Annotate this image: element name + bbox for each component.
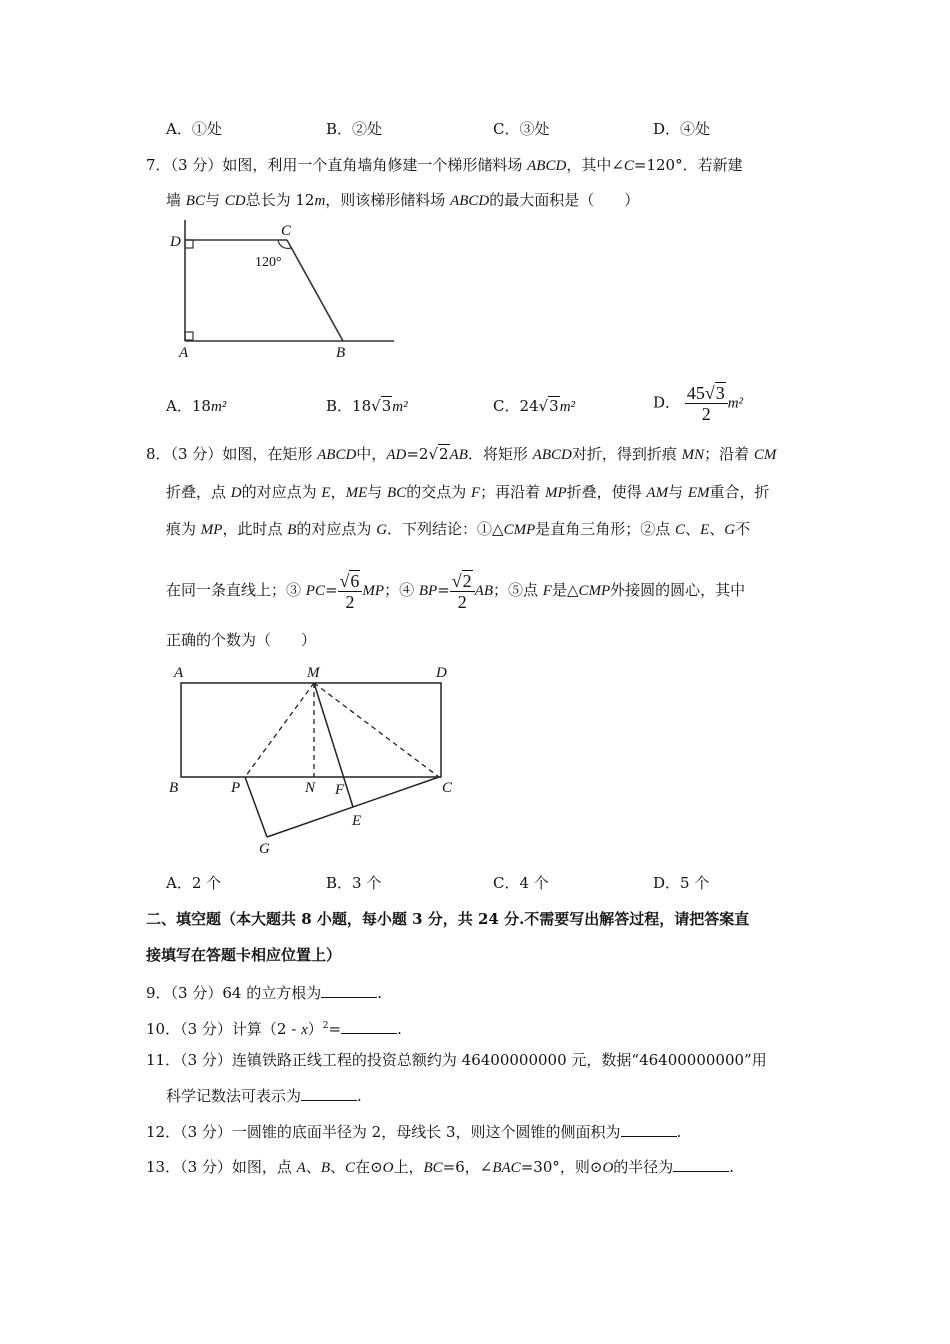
text: ；沿着 (704, 445, 754, 463)
text: 7．（3 分）如图，利用一个直角墙角修建一个梯形储料场 (146, 156, 528, 174)
text: =6，∠ (442, 1158, 493, 1176)
text: = (437, 581, 450, 599)
var: G (724, 522, 736, 538)
text: 对折，得到折痕 (571, 445, 682, 463)
text: 13．（3 分）如图，点 (146, 1158, 297, 1176)
q8-option-d: D．5 个 (653, 874, 710, 892)
var: ABCD (532, 447, 572, 463)
text: = (328, 1020, 342, 1038)
var: BP (418, 583, 438, 599)
var: O (602, 1160, 614, 1176)
text: 折叠，使得 (566, 483, 647, 501)
var: x (301, 1022, 308, 1038)
denominator: 2 (457, 591, 467, 612)
text: ．将矩形 (467, 445, 533, 463)
radicand: 2 (462, 570, 472, 591)
q8-stem-line1 (146, 444, 776, 465)
section2-heading-line2: 接填写在答题卡相应位置上） (146, 946, 342, 964)
text: . (729, 1158, 735, 1176)
var: E (321, 485, 331, 501)
radicand: 2 (439, 445, 449, 463)
text: B． (326, 397, 353, 415)
q8-stem-line3 (166, 519, 750, 540)
var: ABCD (317, 447, 357, 463)
text: 的最大面积是（ ） (489, 191, 640, 209)
text: =30°，则⊙ (520, 1158, 603, 1176)
denominator: 2 (701, 404, 711, 424)
label-n: N (305, 780, 316, 796)
text: 24 (519, 397, 539, 415)
unit: m² (392, 399, 408, 415)
q9 (146, 983, 382, 1003)
var: CMP (578, 583, 611, 599)
text: 科学记数法可表示为 (166, 1087, 302, 1105)
answer-blank[interactable] (321, 983, 377, 998)
text: 在⊙ (355, 1158, 383, 1176)
text: 的对应点为 (241, 483, 322, 501)
text: ， (330, 483, 346, 501)
var: F (471, 485, 481, 501)
var: C (623, 158, 634, 174)
var: AB (474, 583, 493, 599)
exponent: 2 (322, 1021, 329, 1031)
var: ME (345, 485, 368, 501)
text: . (377, 984, 382, 1002)
section2-heading-line1: 二、填空题（本大题共 8 小题，每小题 3 分，共 24 分.不需要写出解答过程，请把答案直 (146, 910, 750, 928)
var: F (542, 583, 552, 599)
text: 、 (305, 1158, 321, 1176)
var: B (320, 1160, 331, 1176)
text: ） (307, 1020, 323, 1038)
answer-blank[interactable] (341, 1019, 397, 1034)
text: ；④ (384, 581, 419, 599)
q8-stem-line2 (166, 482, 770, 503)
radicand: 3 (549, 397, 559, 415)
sqrt: √3 (371, 397, 392, 415)
var: MP (362, 583, 385, 599)
label-p: P (231, 780, 241, 796)
text: 中， (356, 445, 387, 463)
answer-blank[interactable] (673, 1157, 729, 1172)
unit: m² (727, 395, 744, 412)
fraction: $\frac{√6}{2}$ (338, 571, 363, 612)
label-d: D (436, 665, 447, 681)
label-b: B (336, 345, 346, 361)
var: MN (681, 447, 705, 463)
var: C (675, 522, 686, 538)
q7-option-c (493, 396, 575, 417)
radicand: 3 (381, 397, 392, 415)
var: BC (387, 485, 407, 501)
unit: m² (559, 399, 576, 415)
sqrt: √3 (538, 397, 559, 415)
text: 的半径为 (613, 1158, 674, 1176)
text: ，则该梯形储料场 (325, 191, 451, 209)
text: 18 (352, 397, 372, 415)
q7-option-a (166, 396, 226, 417)
text: 墙 (166, 191, 186, 209)
q8-rectangle-fold-figure (160, 660, 480, 865)
fraction: $\frac{√2}{2}$ (450, 571, 475, 612)
var: C (345, 1160, 356, 1176)
q8-option-a: A．2 个 (166, 874, 222, 892)
var: AM (646, 485, 669, 501)
text: 的对应点为 (296, 520, 377, 538)
text: =2 (406, 445, 429, 463)
text: 45 (686, 383, 705, 403)
q6-option-b: B．②处 (326, 120, 383, 138)
text: 总长为 12 (245, 191, 315, 209)
radicand: 6 (350, 570, 360, 591)
denominator: 2 (345, 591, 355, 612)
text: ；再沿着 (480, 483, 545, 501)
var: AD (386, 447, 407, 463)
text: 18 (191, 397, 211, 415)
q8-option-b: B．3 个 (326, 874, 382, 892)
q7-stem-line2 (166, 190, 639, 211)
var: O (382, 1160, 394, 1176)
text: . (357, 1087, 362, 1105)
q8-stem-line4 (166, 568, 745, 613)
numerator: 45√3 (685, 383, 728, 404)
sqrt: √2 (428, 445, 449, 463)
q6-option-d: D．④处 (653, 120, 711, 138)
text: 重合，折 (709, 483, 770, 501)
var: AB (449, 447, 468, 463)
text: . (676, 1123, 682, 1141)
text: 上， (393, 1158, 424, 1176)
q8-option-c: C．4 个 (493, 874, 549, 892)
label-e: E (352, 813, 362, 829)
var: D (230, 485, 242, 501)
var: ABCD (527, 158, 567, 174)
text: 与 (367, 483, 388, 501)
text: 的交点为 (406, 483, 471, 501)
text: 是直角三角形；②点 (535, 520, 676, 538)
var: BAC (492, 1160, 521, 1176)
label-b: B (169, 780, 179, 796)
unit: m² (210, 399, 227, 415)
label-d: D (170, 234, 181, 250)
q7-option-b (326, 396, 408, 417)
radicand: 3 (715, 383, 725, 403)
var: BC (423, 1160, 443, 1176)
label-f: F (335, 782, 345, 798)
var: EM (687, 485, 710, 501)
q7-stem-line1 (146, 155, 743, 176)
text: 、 (709, 520, 725, 538)
q7-option-d (653, 383, 743, 424)
text: 9．（3 分）64 的立方根为 (146, 984, 322, 1002)
q6-option-c: C．③处 (493, 120, 550, 138)
text: 是△ (551, 581, 579, 599)
answer-blank[interactable] (301, 1086, 357, 1101)
var: E (700, 522, 710, 538)
text: 外接圆的圆心，其中 (610, 581, 746, 599)
text: 、 (685, 520, 701, 538)
var: CM (753, 447, 777, 463)
var: MP (200, 522, 223, 538)
var: A (296, 1160, 306, 1176)
text: 不 (735, 520, 751, 538)
q8-stem-line5: 正确的个数为（ ） (166, 631, 317, 649)
text: 痕为 (166, 520, 201, 538)
q11-line1: 11．（3 分）连镇铁路正线工程的投资总额约为 46400000000 元，数据“46400000000”用 (146, 1051, 767, 1069)
var: MP (544, 485, 567, 501)
label-a: A (179, 345, 189, 361)
label-a: A (174, 665, 184, 681)
q6-option-a: A．①处 (166, 120, 222, 138)
text: =120°．若新建 (633, 156, 743, 174)
text: . (397, 1020, 402, 1038)
var: BC (185, 193, 205, 209)
text: D． (653, 393, 681, 412)
q7-trapezoid-figure (160, 215, 410, 365)
text: 、 (330, 1158, 346, 1176)
angle-label: 120° (255, 255, 282, 270)
label-m: M (307, 665, 320, 681)
text: 8．（3 分）如图，在矩形 (146, 445, 318, 463)
var: m (314, 193, 326, 209)
answer-blank[interactable] (621, 1122, 677, 1137)
label-g: G (259, 841, 270, 857)
text: ，其中∠ (566, 156, 624, 174)
q13 (146, 1157, 734, 1178)
var: G (376, 522, 388, 538)
text: 折叠，点 (166, 483, 231, 501)
q10 (146, 1016, 402, 1040)
text: ；⑤点 (493, 581, 543, 599)
q11-line2 (166, 1086, 362, 1106)
var: B (287, 522, 297, 538)
text: ，此时点 (222, 520, 288, 538)
text: A． (166, 397, 192, 415)
var: CMP (503, 522, 536, 538)
text: ．下列结论：①△ (387, 520, 504, 538)
var: ABCD (450, 193, 490, 209)
var: PC (305, 583, 325, 599)
text: 10．（3 分）计算（2 - (146, 1020, 302, 1038)
var: CD (224, 193, 246, 209)
text: = (324, 581, 338, 599)
text: 12．（3 分）一圆锥的底面半径为 2，母线长 3，则这个圆锥的侧面积为 (146, 1123, 621, 1141)
text: 在同一条直线上；③ (166, 581, 306, 599)
fraction (685, 383, 728, 424)
text: 与 (204, 191, 225, 209)
label-c: C (442, 780, 453, 796)
label-c: C (281, 223, 292, 239)
text: C． (493, 397, 520, 415)
q12 (146, 1122, 681, 1142)
text: 与 (668, 483, 688, 501)
